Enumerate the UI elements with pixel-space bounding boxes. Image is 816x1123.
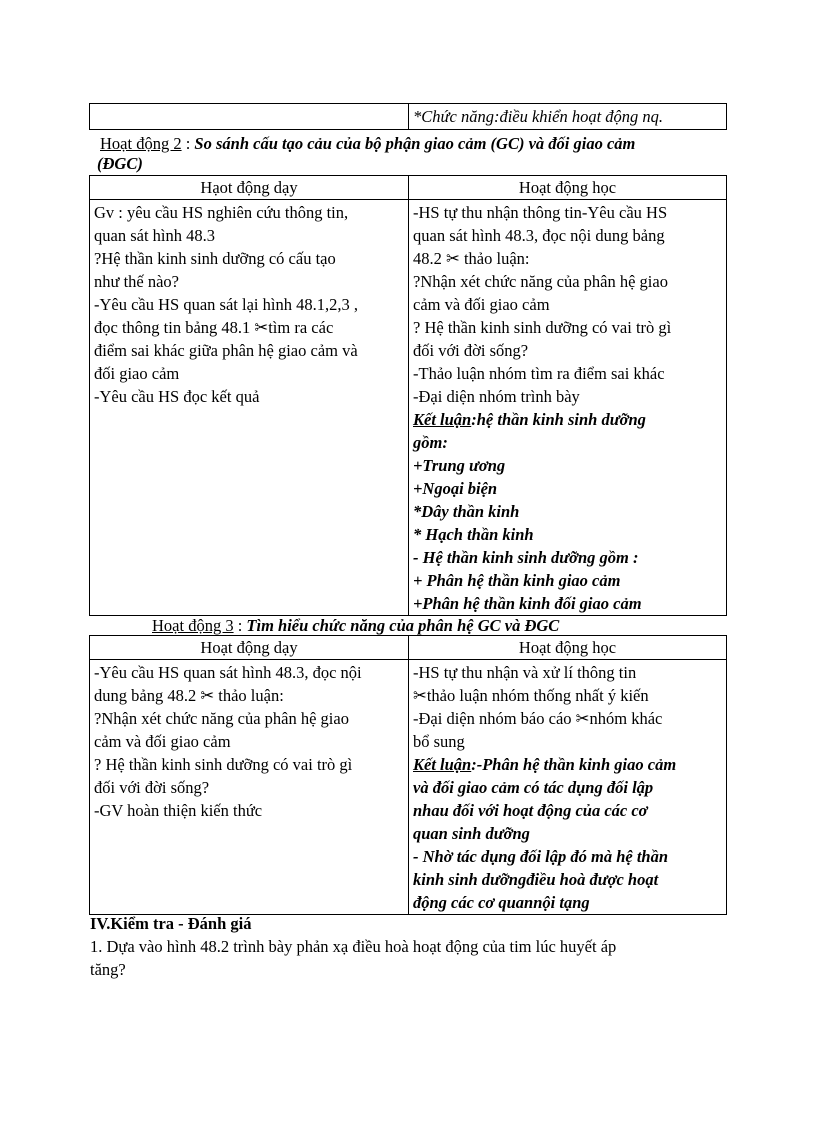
conclusion-label: Kết luận (413, 755, 472, 774)
activity3-bold-line: kinh sinh dưỡngđiều hoà được hoạt (413, 870, 659, 889)
activity3-right-line: -Đại diện nhóm báo cáo ✂nhóm khác (413, 709, 663, 728)
activity2-conclusion (413, 408, 722, 431)
section4-heading-b: - Đánh giá (174, 914, 252, 933)
activity3-left-line: cảm và đối giao cảm (94, 732, 231, 751)
activity2-header-right: Hoạt động học (409, 176, 727, 200)
activity2-right-line: cảm và đối giao cảm (413, 295, 550, 314)
activity2-label: Hoạt động 2 (100, 134, 182, 153)
activity2-bold-line: *Dây thần kinh (413, 502, 520, 521)
activity3-bold-line: - Nhờ tác dụng đối lập đó mà hệ thần (413, 847, 669, 866)
activity2-left-line: như thế nào? (94, 272, 179, 291)
activity2-sep: : (181, 134, 195, 153)
activity3-bold-line: động các cơ quannội tạng (413, 893, 590, 912)
activity2-left-line: -Yêu cầu HS quan sát lại hình 48.1,2,3 , (94, 295, 358, 314)
activity2-student-cell (409, 200, 727, 616)
activity2-right-line: ? Hệ thần kinh sinh dưỡng có vai trò gì (413, 318, 672, 337)
activity2-left-line: quan sát hình 48.3 (94, 226, 215, 245)
section4-heading (90, 912, 252, 935)
activity2-header-left: Hạot động dạy (90, 176, 409, 200)
activity2-right-line: -Thảo luận nhóm tìm ra điểm sai khác (413, 364, 665, 383)
activity2-bold-line: +Ngoại biện (413, 479, 498, 498)
section4-question (90, 935, 616, 981)
activity2-left-line: Gv : yêu cầu HS nghiên cứu thông tin, (94, 203, 349, 222)
activity3-header-right: Hoạt động học (409, 636, 727, 660)
activity2-bold-line: + Phân hệ thần kinh giao cảm (413, 571, 621, 590)
activity3-right-line: -HS tự thu nhận và xử lí thông tin (413, 663, 637, 682)
activity3-left-line: -Yêu cầu HS quan sát hình 48.3, đọc nội (94, 663, 362, 682)
activity3-title: Tìm hiểu chức năng của phân hệ GC và ĐGC (246, 616, 560, 635)
conclusion-label: Kết luận (413, 410, 472, 429)
activity2-right-line: quan sát hình 48.3, đọc nội dung bảng (413, 226, 665, 245)
activity3-conclusion (413, 753, 722, 776)
activity2-left-line: ?Hệ thần kinh sinh dưỡng có cấu tạo (94, 249, 336, 268)
activity2-bold-line: gồm: (413, 433, 448, 452)
activity3-heading (152, 616, 559, 636)
activity3-left-line: dung bảng 48.2 ✂ thảo luận: (94, 686, 284, 705)
activity3-label: Hoạt động 3 (152, 616, 234, 635)
activity3-bold-line: quan sinh dưỡng (413, 824, 530, 843)
activity2-right-line: 48.2 ✂ thảo luận: (413, 249, 530, 268)
activity2-right-line: -Đại diện nhóm trình bày (413, 387, 580, 406)
activity3-sep: : (233, 616, 247, 635)
conclusion-text: :-Phân hệ thần kinh giao cảm (471, 755, 677, 774)
top-row-table (89, 103, 727, 130)
activity2-left-line: -Yêu cầu HS đọc kết quả (94, 387, 260, 406)
activity2-bold-line: - Hệ thần kinh sinh dưỡng gồm : (413, 548, 639, 567)
activity2-title-line2: (ĐGC) (97, 154, 143, 173)
activity3-bold-line: nhau đối với hoạt động của các cơ (413, 801, 648, 820)
activity2-left-line: đối giao cảm (94, 364, 180, 383)
top-row-right-cell: *Chức năng:điều khiển hoạt động nq. (409, 104, 727, 130)
top-row-left-cell (90, 104, 409, 130)
activity2-bold-line: +Trung ương (413, 456, 506, 475)
activity3-right-line: bổ sung (413, 732, 465, 751)
activity2-left-line: đọc thông tin bảng 48.1 ✂tìm ra các (94, 318, 334, 337)
activity2-table (89, 175, 727, 616)
activity3-student-cell (409, 660, 727, 915)
activity2-bold-line: * Hạch thần kinh (413, 525, 534, 544)
activity3-header-left: Hoạt động dạy (90, 636, 409, 660)
activity2-title: So sánh cấu tạo cảu của bộ phận giao cảm (GC) và đối giao cảm (194, 134, 636, 153)
activity2-left-line: điểm sai khác giữa phân hệ giao cảm và (94, 341, 358, 360)
activity2-bold-line: +Phân hệ thần kinh đối giao cảm (413, 594, 642, 613)
conclusion-text: :hệ thần kinh sinh dưỡng (471, 410, 646, 429)
activity3-left-line: ? Hệ thần kinh sinh dưỡng có vai trò gì (94, 755, 353, 774)
section4-heading-a: IV.Kiểm tra (90, 914, 175, 933)
activity3-left-line: -GV hoàn thiện kiến thức (94, 801, 263, 820)
activity3-bold-line: và đối giao cảm có tác dụng đối lập (413, 778, 654, 797)
activity2-right-line: ?Nhận xét chức năng của phân hệ giao (413, 272, 668, 291)
question-line: 1. Dựa vào hình 48.2 trình bày phản xạ điều hoà hoạt động của tim lúc huyết áp (90, 937, 617, 956)
activity2-heading (100, 134, 635, 154)
activity3-teacher-cell (90, 660, 409, 915)
activity2-right-line: đối với đời sống? (413, 341, 529, 360)
activity3-right-line: ✂thảo luận nhóm thống nhất ý kiến (413, 686, 649, 705)
activity3-table (89, 635, 727, 915)
activity3-left-line: ?Nhận xét chức năng của phân hệ giao (94, 709, 349, 728)
activity2-right-line: -HS tự thu nhận thông tin-Yêu cầu HS (413, 203, 668, 222)
question-line: tăng? (90, 960, 126, 979)
activity2-teacher-cell (90, 200, 409, 616)
activity3-left-line: đối với đời sống? (94, 778, 210, 797)
